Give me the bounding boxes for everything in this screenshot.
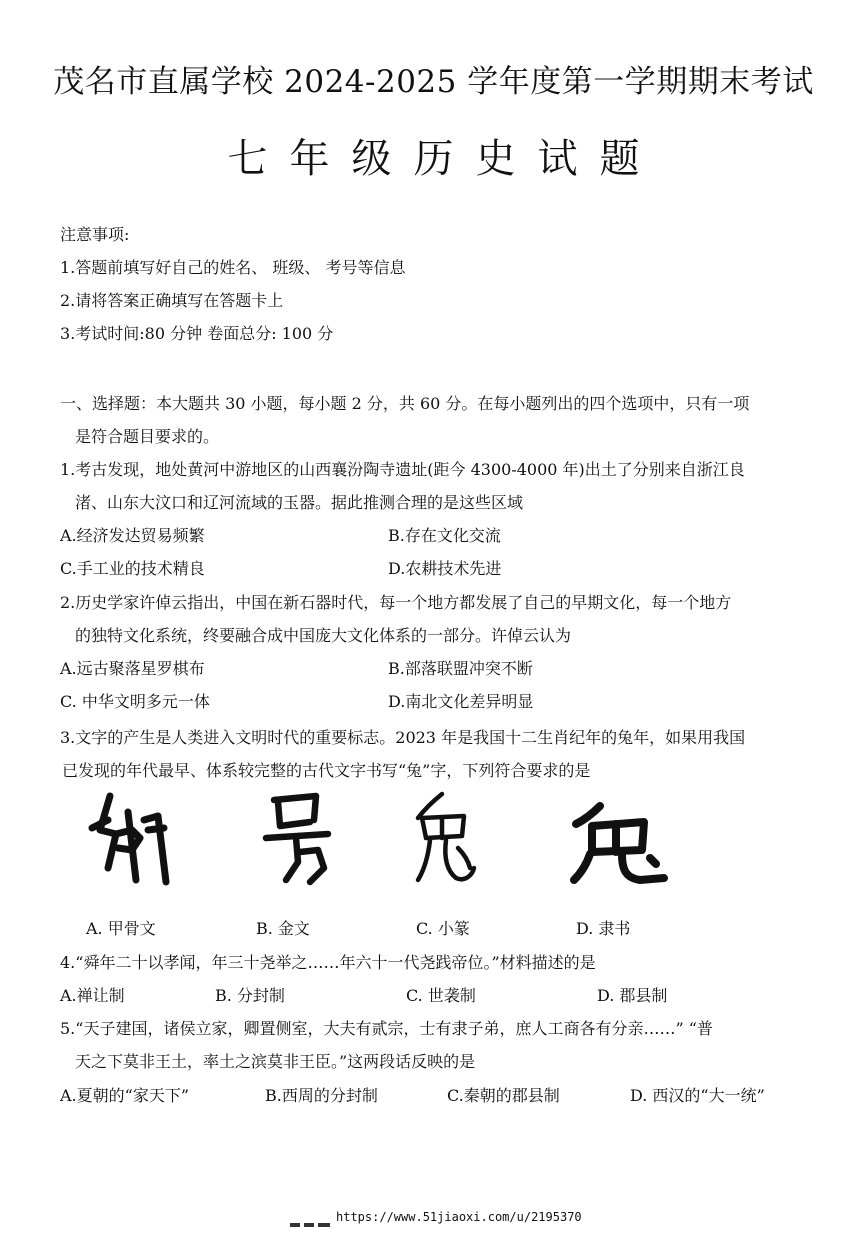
footer-url-link[interactable]: https://www.51jiaoxi.com/u/2195370	[336, 1210, 582, 1224]
glyph-label-a: A. 甲骨文	[86, 919, 156, 938]
glyph-label-b: B. 金文	[256, 919, 310, 938]
question-4-option-b: B. 分封制	[215, 986, 285, 1005]
section-intro: 是符合题目要求的。	[75, 427, 220, 446]
question-1-option-a: A.经济发达贸易频繁	[60, 526, 205, 545]
question-2-option-b: B.部落联盟冲突不断	[388, 659, 533, 678]
question-4-option-c: C. 世袭制	[406, 986, 476, 1005]
question-2-option-d: D.南北文化差异明显	[388, 692, 534, 711]
glyph-label-c: C. 小篆	[416, 919, 470, 938]
question-4-text: 4.“舜年二十以孝闻，年三十尧举之……年六十一代尧践帝位。”材料描述的是	[60, 953, 596, 972]
notice-item: 2.请将答案正确填写在答题卡上	[60, 291, 284, 310]
question-1-text: 1.考古发现，地处黄河中游地区的山西襄汾陶寺遗址(距今 4300-4000 年)出土了分别来自浙江良	[60, 460, 745, 479]
notice-heading: 注意事项:	[60, 225, 130, 244]
question-4-option-a: A.禅让制	[60, 986, 125, 1005]
question-4-option-d: D. 郡县制	[597, 986, 668, 1005]
question-1-option-d: D.农耕技术先进	[388, 559, 502, 578]
question-5-option-c: C.秦朝的郡县制	[447, 1086, 560, 1105]
question-5-text: 天之下莫非王土，率土之滨莫非王臣。”这两段话反映的是	[75, 1052, 476, 1071]
question-2-text: 的独特文化系统，终要融合成中国庞大文化体系的一部分。许倬云认为	[75, 626, 572, 645]
question-2-option-a: A.远古聚落星罗棋布	[60, 659, 205, 678]
question-5-option-d: D. 西汉的“大一统”	[630, 1086, 765, 1105]
question-3-text: 已发现的年代最早、体系较完整的古代文字书写“兔”字，下列符合要求的是	[62, 761, 591, 780]
question-5-option-a: A.夏朝的“家天下”	[60, 1086, 190, 1105]
exam-subtitle: 七年级历史试题	[227, 136, 662, 182]
question-1-option-b: B.存在文化交流	[388, 526, 501, 545]
question-2-text: 2.历史学家许倬云指出，中国在新石器时代，每一个地方都发展了自己的早期文化，每一个地方	[60, 593, 732, 612]
notice-item: 1.答题前填写好自己的姓名、 班级、 考号等信息	[60, 258, 406, 277]
bronze-rabbit-glyph-icon	[258, 792, 338, 892]
notice-item: 3.考试时间:80 分钟 卷面总分: 100 分	[60, 324, 334, 343]
question-1-option-c: C.手工业的技术精良	[60, 559, 205, 578]
oracle-bone-rabbit-glyph-icon	[88, 790, 178, 890]
exam-title: 茂名市直属学校 2024-2025 学年度第一学期期末考试	[53, 64, 814, 100]
site-logo-icon	[290, 1214, 332, 1222]
small-seal-rabbit-glyph-icon	[412, 788, 482, 888]
question-2-option-c: C. 中华文明多元一体	[60, 692, 210, 711]
question-1-text: 渚、山东大汶口和辽河流域的玉器。据此推测合理的是这些区域	[75, 493, 524, 512]
question-3-text: 3.文字的产生是人类进入文明时代的重要标志。2023 年是我国十二生肖纪年的兔年，如果用我国	[60, 728, 746, 747]
question-5-text: 5.“天子建国，诸侯立家，卿置侧室，大夫有贰宗，士有隶子弟，庶人工商各有分亲……” “普	[60, 1019, 713, 1038]
glyph-label-d: D. 隶书	[576, 919, 631, 938]
clerical-rabbit-glyph-icon	[570, 800, 670, 890]
question-5-option-b: B.西周的分封制	[265, 1086, 378, 1105]
section-intro: 一、选择题：本大题共 30 小题，每小题 2 分，共 60 分。在每小题列出的四个选项中，只有一项	[60, 394, 750, 413]
